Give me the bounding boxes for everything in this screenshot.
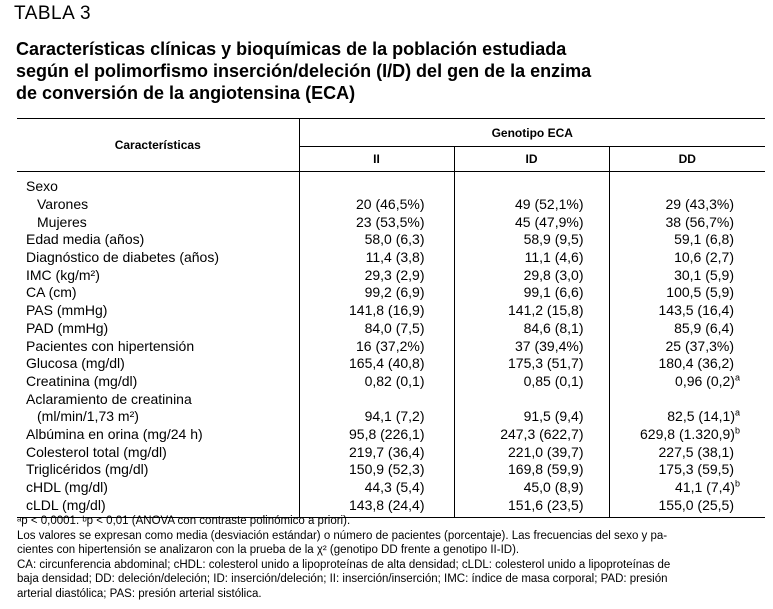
- cell-id: 247,3 (622,7): [454, 426, 609, 444]
- table-row: [17, 408, 765, 426]
- cell-dd-value: 30,1 (5,9): [674, 266, 734, 283]
- cell-ii: 23 (53,5%): [299, 213, 454, 231]
- cell-id: [454, 172, 609, 196]
- data-table: [17, 118, 765, 518]
- cell-ii: 141,8 (16,9): [299, 302, 454, 320]
- cell-dd-value: 629,8 (1.320,9): [640, 425, 735, 442]
- cell-ii: 143,8 (24,4): [299, 496, 454, 517]
- cell-dd: [609, 443, 765, 461]
- cell-dd-value: 227,5 (38,1): [658, 443, 734, 460]
- cell-id: 91,5 (9,4): [454, 408, 609, 426]
- cell-ii: 20 (46,5%): [299, 196, 454, 214]
- row-label: Edad media (años): [26, 231, 145, 248]
- table-label: TABLA 3: [14, 3, 92, 24]
- table-row: [17, 355, 765, 373]
- table-row: [17, 320, 765, 338]
- significance-mark: a: [734, 407, 740, 418]
- cell-dd-value: 175,3 (59,5): [658, 461, 734, 478]
- table-row: [17, 284, 765, 302]
- table-row: [17, 266, 765, 284]
- cell-dd-value: 82,5 (14,1): [667, 408, 735, 425]
- footnote: arterial diastólica; PAS: presión arterial sistólica.: [17, 587, 262, 600]
- row-label: cLDL (mg/dl): [17, 496, 299, 517]
- header-characteristics: Características: [17, 119, 299, 172]
- cell-dd-value: 29 (43,3%): [665, 196, 734, 213]
- cell-ii: 58,0 (6,3): [299, 231, 454, 249]
- row-label: Pacientes con hipertensión: [26, 337, 195, 354]
- row-label: Albúmina en orina (mg/24 h): [26, 425, 203, 442]
- row-label: Glucosa (mg/dl): [26, 355, 125, 372]
- cell-ii: 95,8 (226,1): [299, 426, 454, 444]
- cell-id: 221,0 (39,7): [454, 443, 609, 461]
- cell-id: 29,8 (3,0): [454, 266, 609, 284]
- table-row: [17, 249, 765, 267]
- table-row: [17, 461, 765, 479]
- row-label: (ml/min/1,73 m²): [37, 408, 139, 425]
- header-col-dd: DD: [609, 147, 765, 172]
- table-row: [17, 373, 765, 391]
- table-row: [17, 231, 765, 249]
- row-label: CA (cm): [26, 284, 77, 301]
- cell-dd: [609, 196, 765, 214]
- cell-dd: [609, 284, 765, 302]
- cell-dd-value: 41,1 (7,4): [675, 479, 735, 496]
- cell-dd: [609, 249, 765, 267]
- cell-id: 49 (52,1%): [454, 196, 609, 214]
- row-label: Diagnóstico de diabetes (años): [26, 249, 220, 266]
- cell-id: 0,85 (0,1): [454, 373, 609, 391]
- cell-dd-value: 59,1 (6,8): [674, 231, 734, 248]
- cell-dd: [609, 426, 765, 444]
- cell-ii: 84,0 (7,5): [299, 320, 454, 338]
- header-col-ii: II: [299, 147, 454, 172]
- cell-id: 169,8 (59,9): [454, 461, 609, 479]
- table-row: [17, 426, 765, 444]
- cell-dd: [609, 373, 765, 391]
- table-body: [17, 172, 765, 518]
- cell-ii: [299, 172, 454, 196]
- table-row: [17, 479, 765, 497]
- cell-dd: [609, 479, 765, 497]
- cell-id: 151,6 (23,5): [454, 496, 609, 517]
- cell-dd: [609, 461, 765, 479]
- cell-dd: [609, 408, 765, 426]
- cell-dd-value: 25 (37,3%): [665, 337, 734, 354]
- cell-dd: [609, 390, 765, 408]
- row-label: Mujeres: [37, 213, 87, 230]
- cell-dd-value: 10,6 (2,7): [674, 249, 734, 266]
- cell-ii: 150,9 (52,3): [299, 461, 454, 479]
- cell-ii: 29,3 (2,9): [299, 266, 454, 284]
- cell-dd-value: 100,5 (5,9): [666, 284, 734, 301]
- cell-dd: [609, 355, 765, 373]
- table-row: [17, 337, 765, 355]
- cell-dd-value: 155,0 (25,5): [658, 496, 734, 513]
- cell-dd-value: 85,9 (6,4): [674, 319, 734, 336]
- cell-id: 175,3 (51,7): [454, 355, 609, 373]
- cell-ii: 165,4 (40,8): [299, 355, 454, 373]
- title-line: Características clínicas y bioquímicas de la población estudiada: [16, 39, 567, 59]
- cell-ii: 0,82 (0,1): [299, 373, 454, 391]
- table-row: [17, 302, 765, 320]
- table-row: [17, 390, 765, 408]
- cell-id: 58,9 (9,5): [454, 231, 609, 249]
- cell-dd: [609, 172, 765, 196]
- row-label: Aclaramiento de creatinina: [26, 390, 192, 407]
- cell-id: 99,1 (6,6): [454, 284, 609, 302]
- cell-id: 37 (39,4%): [454, 337, 609, 355]
- cell-dd-value: 38 (56,7%): [665, 213, 734, 230]
- row-label: Triglicéridos (mg/dl): [26, 461, 149, 478]
- title-line: según el polimorfismo inserción/deleción (I/D) del gen de la enzima: [16, 61, 592, 81]
- cell-ii: 219,7 (36,4): [299, 443, 454, 461]
- cell-id: 11,1 (4,6): [454, 249, 609, 267]
- cell-ii: [299, 390, 454, 408]
- cell-id: 141,2 (15,8): [454, 302, 609, 320]
- cell-id: [454, 390, 609, 408]
- row-label: PAS (mmHg): [26, 302, 108, 319]
- table-row: [17, 172, 765, 196]
- row-label: Colesterol total (mg/dl): [26, 443, 167, 460]
- row-label: Varones: [37, 196, 89, 213]
- row-label: cHDL (mg/dl): [26, 479, 108, 496]
- row-label: Sexo: [26, 178, 58, 195]
- cell-dd: [609, 231, 765, 249]
- cell-ii: 44,3 (5,4): [299, 479, 454, 497]
- cell-dd: [609, 302, 765, 320]
- cell-dd: [609, 337, 765, 355]
- table-row: [17, 443, 765, 461]
- table-row: [17, 196, 765, 214]
- footnote: cientes con hipertensión se analizaron con la prueba de la χ² (genotipo DD frente a genotipo II-ID).: [17, 544, 520, 556]
- footnote: CA: circunferencia abdominal; cHDL: colesterol unido a lipoproteínas de alta densidad; cLDL: colesterol unido a lipoproteínas de: [17, 558, 671, 571]
- cell-ii: 94,1 (7,2): [299, 408, 454, 426]
- header-col-id: ID: [454, 147, 609, 172]
- footnotes: [17, 514, 767, 601]
- row-label: IMC (kg/m²): [26, 266, 100, 283]
- cell-dd: [609, 266, 765, 284]
- cell-dd-value: 180,4 (36,2): [658, 355, 734, 372]
- cell-ii: 99,2 (6,9): [299, 284, 454, 302]
- row-label: Creatinina (mg/dl): [26, 372, 138, 389]
- cell-dd: [609, 320, 765, 338]
- footnote: baja densidad; DD: deleción/deleción; ID: inserción/deleción; II: inserción/inserción; IMC: índice de masa corporal; PAD: presión: [17, 573, 668, 585]
- cell-id: 84,6 (8,1): [454, 320, 609, 338]
- cell-id: 45,0 (8,9): [454, 479, 609, 497]
- cell-ii: 16 (37,2%): [299, 337, 454, 355]
- table-row: [17, 213, 765, 231]
- footnote: Los valores se expresan como media (desviación estándar) o número de pacientes (porcentaje). Las frecuencias del sexo y pa-: [17, 529, 668, 542]
- header-genotype: Genotipo ECA: [299, 119, 765, 147]
- footnote: ᵃp < 0,0001. ᵇp < 0,01 (ANOVA con contraste polinómico a priori).: [17, 515, 351, 527]
- cell-dd: [609, 213, 765, 231]
- table-title: [16, 38, 756, 104]
- cell-ii: 11,4 (3,8): [299, 249, 454, 267]
- cell-id: 45 (47,9%): [454, 213, 609, 231]
- significance-mark: b: [734, 478, 740, 489]
- cell-dd-value: 143,5 (16,4): [658, 302, 734, 319]
- significance-mark: b: [734, 425, 740, 436]
- cell-dd-value: 0,96 (0,2): [675, 372, 735, 389]
- title-line: de conversión de la angiotensina (ECA): [16, 83, 356, 103]
- significance-mark: a: [734, 372, 740, 383]
- row-label: PAD (mmHg): [26, 319, 109, 336]
